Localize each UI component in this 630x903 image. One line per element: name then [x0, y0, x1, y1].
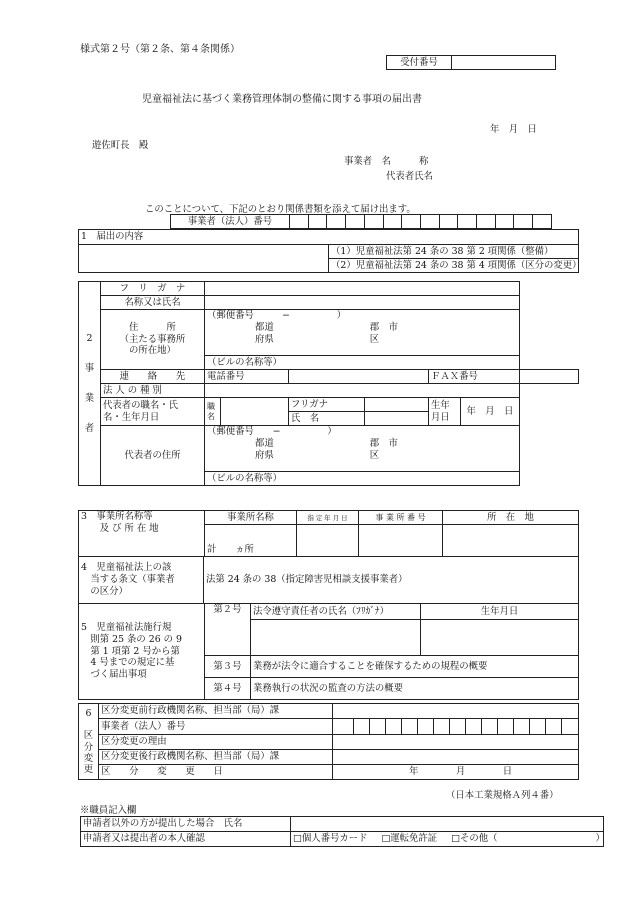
intro-text: このことについて、下記のとおり関係書類を添えて届け出ます。 [145, 204, 416, 215]
item-no-2: 第２号 [205, 604, 251, 656]
todofuken-1: 都道 [255, 321, 274, 333]
post-change-agency-label: 区分変更後行政機関名称、担当部（局）課 [99, 750, 333, 765]
change-date-label: 区 分 変 更 日 [99, 765, 333, 780]
position-label: 職 名 [205, 398, 221, 426]
todofuken-2: 府県 [255, 333, 274, 345]
postal-code-label: （郵便番号 − ） [207, 310, 347, 321]
staff-note: ※職員記入欄 [80, 805, 137, 816]
building-name-label[interactable]: （ビルの名称等） [205, 356, 520, 370]
digit-box[interactable] [562, 719, 578, 734]
pre-change-agency-label: 区分変更前行政機関名称、担当部（局）課 [99, 704, 333, 719]
check-other-close: ） [595, 833, 605, 845]
gun-shi-label: 郡 市 [369, 321, 398, 333]
digit-box[interactable] [514, 719, 530, 734]
digit-box[interactable] [402, 719, 418, 734]
location-field[interactable] [443, 525, 579, 557]
change-operator-no-label: 事業者（法人）番号 [99, 719, 333, 735]
check-drivers-license[interactable]: □運転免許証 [381, 833, 438, 845]
pre-change-agency-field[interactable] [333, 704, 579, 719]
representative-label: 代表者の職名・氏 名・生年月日 [101, 398, 205, 426]
contact-label: 連 絡 先 [101, 370, 205, 384]
digit-box[interactable] [402, 215, 421, 229]
digit-box[interactable] [498, 719, 514, 734]
rep-furigana-field[interactable] [365, 398, 429, 412]
digit-box[interactable] [290, 215, 309, 229]
digit-box[interactable] [514, 215, 533, 229]
rep-postal-label: （郵便番号 − ） [207, 426, 337, 437]
ku-label: 区 [369, 333, 380, 345]
digit-box[interactable] [546, 719, 562, 734]
digit-box[interactable] [418, 719, 434, 734]
receipt-number-field[interactable] [452, 56, 556, 70]
digit-box[interactable] [354, 719, 370, 734]
operator-number-row [170, 214, 552, 229]
digit-box[interactable] [346, 215, 365, 229]
corporation-type-label: 法 人 の 種 別 [101, 384, 205, 398]
section-2-vertical-label: 2 事 業 者 [79, 282, 101, 486]
jis-note: （日本工業規格Ａ列４番） [446, 790, 559, 801]
section-4-value[interactable]: 法第 24 条の 38（指定障害児相談支援事業者） [204, 557, 579, 604]
receipt-number-label: 受付番号 [387, 56, 452, 70]
digit-box[interactable] [530, 719, 546, 734]
change-digit-row [333, 719, 578, 734]
section-5 [78, 603, 579, 700]
designation-date-field[interactable] [297, 525, 359, 557]
identity-check-label: 申請者又は提出者の本人確認 [81, 832, 291, 847]
change-date-field[interactable]: 年 月 日 [333, 765, 579, 780]
rep-gun-shi: 郡 市 [369, 437, 398, 449]
rep-furigana-label: フリガナ [289, 398, 365, 412]
compliance-officer-label: 法令遵守責任者の氏名（ﾌﾘｶﾞﾅ） [251, 604, 421, 620]
digit-box[interactable] [383, 215, 402, 229]
furigana-field[interactable] [205, 282, 520, 296]
rep-address-label: 代表者の住所 [101, 426, 205, 486]
section-1-item-1[interactable]: （1）児童福祉法第 24 条の 38 第 2 項関係（整備） [329, 245, 579, 259]
section-3-label: 3 事業所名称等 及 び 所 在 地 [79, 511, 205, 557]
position-field[interactable] [221, 398, 289, 426]
check-other[interactable]: □その他（ [451, 833, 498, 845]
operator-name-label: 事業者 名 称 [344, 156, 429, 167]
officer-birth-label: 生年月日 [421, 604, 579, 620]
section-1 [78, 229, 582, 273]
rep-todofuken-2: 府県 [255, 449, 274, 461]
change-operator-no-field[interactable] [333, 719, 579, 735]
item-no-3: 第３号 [205, 656, 251, 678]
representative-name-label: 代表者氏名 [386, 171, 433, 182]
addressee: 遊佐町長 殿 [92, 140, 149, 151]
digit-box[interactable] [482, 719, 498, 734]
address-label: 住 所 （主たる事務所 の所在地） [101, 310, 205, 370]
corporation-type-field[interactable] [205, 384, 520, 398]
digit-box[interactable] [458, 215, 477, 229]
digit-box[interactable] [420, 215, 439, 229]
section-4-label: 4 児童福祉法上の該 当する条文（事業者 の区分） [79, 557, 204, 604]
col-designation-date: 指 定 年 月 日 [297, 511, 359, 525]
applicant-other-field[interactable] [291, 817, 604, 832]
furigana-label: フ リ ガ ナ [101, 282, 205, 296]
birth-label: 生年 月日 [429, 398, 461, 426]
receipt-number-box [386, 55, 556, 70]
section-1-item-2[interactable]: （2）児童福祉法第 24 条の 38 第 4 項関係（区分の変更） [329, 259, 579, 273]
digit-box[interactable] [495, 215, 514, 229]
compliance-officer-name-field[interactable] [251, 620, 421, 656]
digit-box[interactable] [434, 719, 450, 734]
staff-table [80, 816, 604, 847]
section-2 [78, 281, 579, 486]
page-title: 児童福祉法に基づく業務管理体制の整備に関する事項の届出書 [142, 94, 422, 105]
item-no-4: 第４号 [205, 678, 251, 700]
digit-box[interactable] [308, 215, 327, 229]
name-field[interactable] [205, 296, 520, 310]
check-mynumber-card[interactable]: □個人番号カード [293, 833, 368, 845]
col-office-number: 事 業 所 番 号 [359, 511, 443, 525]
rep-ku: 区 [369, 449, 380, 461]
digit-box[interactable] [466, 719, 482, 734]
officer-birth-field[interactable] [421, 620, 579, 656]
office-number-field[interactable] [359, 525, 443, 557]
address-field[interactable] [205, 310, 520, 356]
digit-box[interactable] [386, 719, 402, 734]
operator-number-label: 事業者（法人）番号 [171, 215, 290, 229]
applicant-other-label: 申請者以外の方が提出した場合 氏名 [81, 817, 291, 832]
item-no-4-text[interactable]: 業務執行の状況の監査の方法の概要 [251, 678, 579, 700]
section-1-label: 1 届出の内容 [79, 230, 579, 245]
digit-box[interactable] [439, 215, 458, 229]
fax-label: ＦＡＸ番号 [429, 370, 520, 384]
rep-name-label: 氏 名 [289, 412, 365, 426]
digit-box[interactable] [370, 719, 386, 734]
birth-date-field[interactable]: 年 月 日 [461, 398, 520, 426]
item-no-3-text[interactable]: 業務が法令に適合することを確保するための規程の概要 [251, 656, 579, 678]
post-change-agency-field[interactable] [333, 750, 579, 765]
digit-box[interactable] [327, 215, 346, 229]
name-label: 名称又は氏名 [101, 296, 205, 310]
change-reason-field[interactable] [333, 735, 579, 750]
submission-date: 年 月 日 [490, 124, 537, 135]
form-number: 様式第２号（第２条、第４条関係） [80, 44, 240, 55]
section-4 [78, 556, 579, 604]
rep-address-field[interactable] [205, 426, 520, 472]
rep-todofuken-1: 都道 [255, 437, 274, 449]
identity-check-options [291, 832, 604, 847]
phone-label: 電話番号 [205, 370, 289, 384]
digit-box[interactable] [477, 215, 496, 229]
section-5-label: 5 児童福祉法施行規 則第 25 条の 26 の 9 第 1 項第 2 号から第 4 号までの規定に基 づく届出事項 [79, 604, 205, 700]
rep-building-label[interactable]: （ビルの名称等） [205, 472, 520, 486]
digit-box[interactable] [364, 215, 383, 229]
digit-box[interactable] [533, 215, 552, 229]
section-6 [78, 703, 579, 780]
fax-field[interactable] [520, 370, 579, 384]
col-office-name: 事業所名称 [205, 511, 297, 525]
phone-field[interactable] [289, 370, 429, 384]
section-6-vertical-label: 6 区 分 変 更 [79, 704, 99, 780]
col-location: 所 在 地 [443, 511, 579, 525]
change-reason-label: 区分変更の理由 [99, 735, 333, 750]
rep-name-field[interactable] [365, 412, 429, 426]
digit-box[interactable] [450, 719, 466, 734]
section-3 [78, 510, 579, 557]
office-total[interactable]: 計 ヵ所 [205, 525, 297, 557]
